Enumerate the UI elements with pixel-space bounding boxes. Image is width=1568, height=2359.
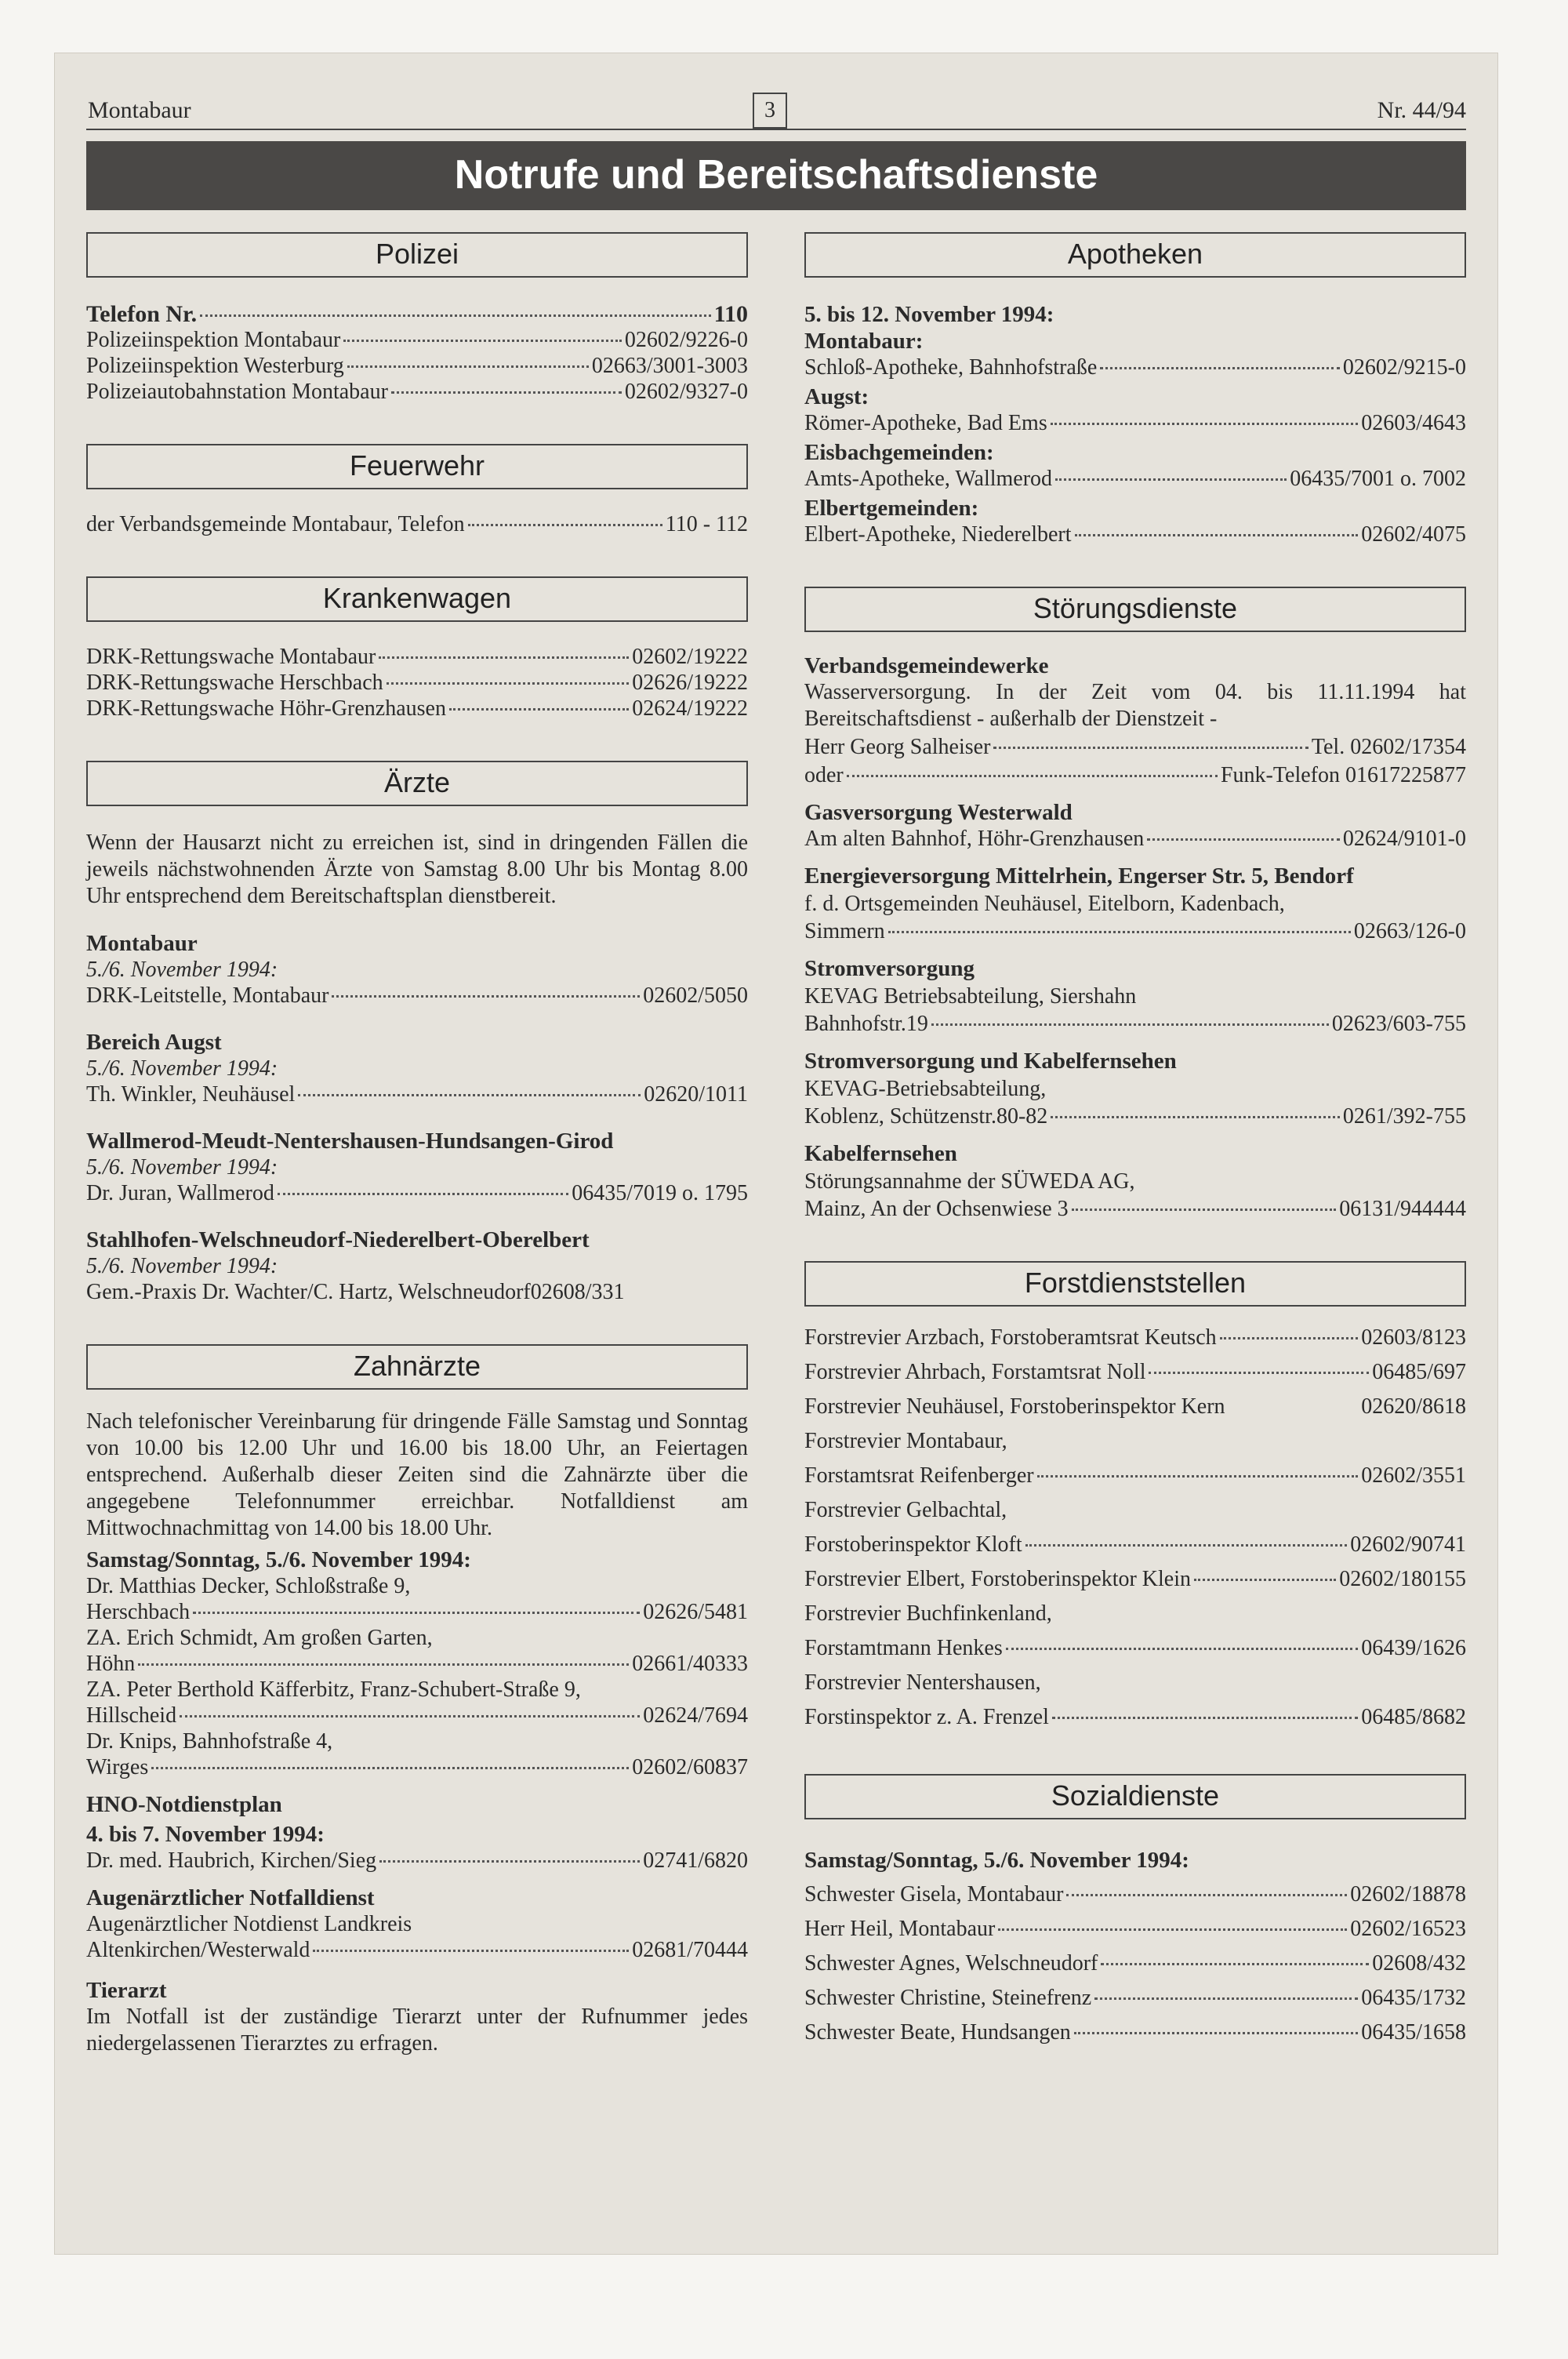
list-item: Forstrevier Ahrbach, Forstamtsrat Noll 06485/697 xyxy=(804,1360,1466,1384)
entry-line: Augenärztlicher Notdienst Landkreis xyxy=(86,1912,412,1936)
list-item: Amts-Apotheke, Wallmerod 06435/7001 o. 7002 xyxy=(804,467,1466,491)
list-item: Forstrevier Gelbachtal, xyxy=(804,1498,1007,1522)
date-line: 5./6. November 1994: xyxy=(86,1056,278,1081)
date-line: 5./6. November 1994: xyxy=(86,1155,278,1180)
list-item: Römer-Apotheke, Bad Ems 02603/4643 xyxy=(804,411,1466,435)
hno-date: 4. bis 7. November 1994: xyxy=(86,1822,325,1847)
list-item: Am alten Bahnhof, Höhr-Grenzhausen 02624/9101-0 xyxy=(804,827,1466,851)
list-item: Forstrevier Montabaur, xyxy=(804,1429,1007,1453)
service-text: f. d. Ortsgemeinden Neuhäusel, Eitelborn, Kadenbach, xyxy=(804,892,1285,916)
service-heading: Verbandsgemeindewerke xyxy=(804,653,1049,678)
area-heading: Elbertgemeinden: xyxy=(804,496,979,521)
list-item: Schwester Agnes, Welschneudorf 02608/432 xyxy=(804,1951,1466,1976)
list-item: Bahnhofstr.19 02623/603-755 xyxy=(804,1012,1466,1036)
list-item: Forstoberinspektor Kloft 02602/90741 xyxy=(804,1532,1466,1557)
entry-line: ZA. Peter Berthold Käfferbitz, Franz-Schubert-Straße 9, xyxy=(86,1677,581,1702)
list-item: Simmern 02663/126-0 xyxy=(804,919,1466,943)
area-heading: Augst: xyxy=(804,384,869,409)
intro-text: Wenn der Hausarzt nicht zu erreichen ist, sind in dringenden Fällen die jeweils nächstwohnenden Ärzte von Samstag 8.00 Uhr bis Montag 8.00 Uhr entsprechend dem Bereitschaftsplan dienstbereit. xyxy=(86,831,748,908)
entry-line: Dr. Matthias Decker, Schloßstraße 9, xyxy=(86,1574,411,1598)
service-text: KEVAG-Betriebsabteilung, xyxy=(804,1077,1047,1101)
list-item: Herr Heil, Montabaur 02602/16523 xyxy=(804,1917,1466,1941)
section-title: Zahnärzte xyxy=(86,1344,748,1390)
section-stoerungsdienste xyxy=(804,587,1466,1222)
section-title: Apotheken xyxy=(804,232,1466,278)
list-item: Höhn 02661/40333 xyxy=(86,1652,748,1676)
list-item: Forstrevier Arzbach, Forstoberamtsrat Keutsch 02603/8123 xyxy=(804,1325,1466,1350)
section-feuerwehr xyxy=(86,444,748,537)
list-item: Polizeiinspektion Westerburg 02663/3001-3003 xyxy=(86,354,748,378)
service-heading: Gasversorgung Westerwald xyxy=(804,800,1073,825)
list-item: Gem.-Praxis Dr. Wachter/C. Hartz, Welschneudorf 02608/331 xyxy=(86,1280,625,1304)
list-item: Wirges 02602/60837 xyxy=(86,1755,748,1779)
list-item: Forstrevier Nentershausen, xyxy=(804,1670,1041,1695)
list-item: Dr. Juran, Wallmerod 06435/7019 o. 1795 xyxy=(86,1181,748,1205)
section-title: Krankenwagen xyxy=(86,576,748,622)
list-item: Forstamtmann Henkes 06439/1626 xyxy=(804,1636,1466,1660)
service-text: KEVAG Betriebsabteilung, Siershahn xyxy=(804,984,1137,1009)
left-column xyxy=(86,232,748,2096)
section-title: Feuerwehr xyxy=(86,444,748,489)
section-polizei xyxy=(86,232,748,405)
date-heading: Samstag/Sonntag, 5./6. November 1994: xyxy=(804,1848,1189,1873)
list-item: Hillscheid 02624/7694 xyxy=(86,1703,748,1728)
town-name: Montabaur xyxy=(88,97,191,123)
list-item: Altenkirchen/Westerwald 02681/70444 xyxy=(86,1938,748,1962)
list-item: Th. Winkler, Neuhäusel 02620/1011 xyxy=(86,1082,748,1107)
section-aerzte xyxy=(86,761,748,1305)
area-heading: Eisbachgemeinden: xyxy=(804,440,994,465)
list-item: Dr. med. Haubrich, Kirchen/Sieg 02741/6820 xyxy=(86,1848,748,1873)
list-item: Forstrevier Buchfinkenland, xyxy=(804,1601,1052,1626)
list-item: Forstrevier Neuhäusel, Forstoberinspektor Kern 02620/8618 xyxy=(804,1394,1466,1419)
section-zahnaerzte xyxy=(86,1344,748,2057)
area-heading: Montabaur xyxy=(86,931,198,956)
list-item: Koblenz, Schützenstr.80-82 0261/392-755 xyxy=(804,1104,1466,1129)
entry-line: Dr. Knips, Bahnhofstraße 4, xyxy=(86,1729,333,1754)
newspaper-page xyxy=(55,53,1497,2254)
hno-heading: HNO-Notdienstplan xyxy=(86,1792,282,1817)
list-item: Schwester Christine, Steinefrenz 06435/1732 xyxy=(804,1986,1466,2010)
page-title: Notrufe und Bereitschaftsdienste xyxy=(86,141,1466,210)
tierarzt-text: Im Notfall ist der zuständige Tierarzt unter der Rufnummer jedes niedergelassenen Tierarztes zu erfragen. xyxy=(86,2005,748,2055)
area-heading: Stahlhofen-Welschneudorf-Niederelbert-Oberelbert xyxy=(86,1227,590,1252)
list-item: Herschbach 02626/5481 xyxy=(86,1600,748,1624)
list-item: Polizeiautobahnstation Montabaur 02602/9327-0 xyxy=(86,380,748,404)
issue-number: Nr. 44/94 xyxy=(1377,97,1466,123)
area-heading: Wallmerod-Meudt-Nentershausen-Hundsangen-Girod xyxy=(86,1129,614,1154)
service-heading: Stromversorgung xyxy=(804,956,975,981)
list-item: Forstamtsrat Reifenberger 02602/3551 xyxy=(804,1463,1466,1488)
list-item: Schloß-Apotheke, Bahnhofstraße 02602/9215-0 xyxy=(804,355,1466,380)
list-item: Elbert-Apotheke, Niederelbert 02602/4075 xyxy=(804,522,1466,547)
list-item: Herr Georg Salheiser Tel. 02602/17354 xyxy=(804,735,1466,759)
section-krankenwagen xyxy=(86,576,748,722)
tierarzt-heading: Tierarzt xyxy=(86,1978,167,2003)
list-item: Schwester Gisela, Montabaur 02602/18878 xyxy=(804,1882,1466,1906)
section-forstdienststellen xyxy=(804,1261,1466,1735)
list-item: Forstinspektor z. A. Frenzel 06485/8682 xyxy=(804,1705,1466,1729)
entry-line: ZA. Erich Schmidt, Am großen Garten, xyxy=(86,1626,433,1650)
list-item: Forstrevier Elbert, Forstoberinspektor Klein 02602/180155 xyxy=(804,1567,1466,1591)
date-heading: Samstag/Sonntag, 5./6. November 1994: xyxy=(86,1547,471,1572)
area-heading: Bereich Augst xyxy=(86,1030,222,1055)
service-heading: Stromversorgung und Kabelfernsehen xyxy=(804,1049,1177,1074)
list-item: Polizeiinspektion Montabaur 02602/9226-0 xyxy=(86,328,748,352)
section-apotheken xyxy=(804,232,1466,547)
augen-heading: Augenärztlicher Notfalldienst xyxy=(86,1885,375,1910)
list-item: Mainz, An der Ochsenwiese 3 06131/944444 xyxy=(804,1197,1466,1221)
section-title: Forstdienststellen xyxy=(804,1261,1466,1307)
date-heading: 5. bis 12. November 1994: xyxy=(804,302,1054,327)
list-item: Telefon Nr. 110 xyxy=(86,301,748,327)
list-item: der Verbandsgemeinde Montabaur, Telefon 110 - 112 xyxy=(86,512,748,536)
list-item: DRK-Rettungswache Herschbach 02626/19222 xyxy=(86,671,748,695)
section-sozialdienste xyxy=(804,1774,1466,2050)
right-column xyxy=(804,232,1466,2089)
list-item: Schwester Beate, Hundsangen 06435/1658 xyxy=(804,2020,1466,2045)
section-title: Störungsdienste xyxy=(804,587,1466,632)
intro-text: Nach telefonischer Vereinbarung für dringende Fälle Samstag und Sonntag von 10.00 bis 12.00 Uhr und 16.00 bis 18.00 Uhr, an Feiertagen entsprechend. Außerhalb dieser Zeiten sind die Zahnärzte über die angegebene Telefonnummer erreichbar. Notfalldienst am Mittwochnachmittag von 14.00 bis 18.00 Uhr. xyxy=(86,1409,748,1540)
section-title: Ärzte xyxy=(86,761,748,806)
area-heading: Montabaur: xyxy=(804,329,924,354)
list-item: oder Funk-Telefon 01617225877 xyxy=(804,763,1466,787)
list-item: DRK-Rettungswache Montabaur 02602/19222 xyxy=(86,645,748,669)
service-text: Störungsannahme der SÜWEDA AG, xyxy=(804,1169,1135,1194)
service-heading: Kabelfernsehen xyxy=(804,1141,957,1166)
date-line: 5./6. November 1994: xyxy=(86,958,278,982)
section-title: Sozialdienste xyxy=(804,1774,1466,1819)
section-title: Polizei xyxy=(86,232,748,278)
service-heading: Energieversorgung Mittelrhein, Engerser Str. 5, Bendorf xyxy=(804,863,1354,889)
date-line: 5./6. November 1994: xyxy=(86,1254,278,1278)
page-number: 3 xyxy=(753,93,787,129)
list-item: DRK-Leitstelle, Montabaur 02602/5050 xyxy=(86,983,748,1008)
list-item: DRK-Rettungswache Höhr-Grenzhausen 02624/19222 xyxy=(86,696,748,721)
masthead xyxy=(86,93,1466,130)
service-text: Wasserversorgung. In der Zeit vom 04. bis 11.11.1994 hat Bereitschaftsdienst - außerhalb der Dienstzeit - xyxy=(804,680,1466,731)
